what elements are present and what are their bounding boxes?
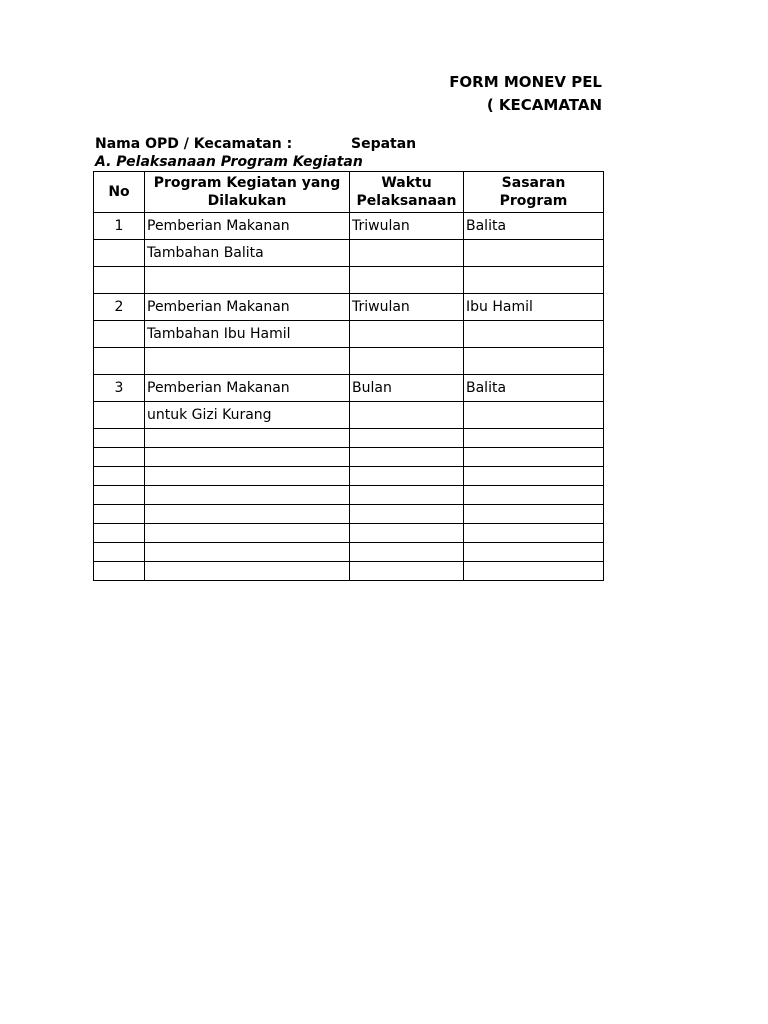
empty-cell (464, 448, 604, 467)
cell-target (464, 240, 604, 267)
cell-target (464, 267, 604, 294)
cell-time: Triwulan (350, 213, 464, 240)
empty-cell (464, 505, 604, 524)
empty-cell (350, 429, 464, 448)
empty-cell (94, 429, 145, 448)
empty-cell (145, 543, 350, 562)
cell-no (94, 240, 145, 267)
program-table (93, 171, 604, 581)
empty-table-row (94, 486, 604, 505)
form-subtitle: ( KECAMATAN (486, 96, 602, 114)
empty-table-row (94, 429, 604, 448)
column-header-program: Program Kegiatan yang Dilakukan (145, 172, 350, 213)
cell-no (94, 402, 145, 429)
empty-cell (350, 524, 464, 543)
cell-no (94, 348, 145, 375)
table-body (94, 213, 604, 581)
table-row (94, 213, 604, 240)
table-row (94, 294, 604, 321)
table-header-row (94, 172, 604, 213)
empty-table-row (94, 543, 604, 562)
opd-label: Nama OPD / Kecamatan : (95, 136, 293, 152)
empty-table-row (94, 448, 604, 467)
cell-program: Pemberian Makanan (145, 294, 350, 321)
table-row (94, 348, 604, 375)
column-header-no: No (94, 172, 145, 213)
empty-cell (464, 562, 604, 581)
empty-cell (94, 448, 145, 467)
cell-program (145, 267, 350, 294)
cell-time (350, 267, 464, 294)
column-header-target: Sasaran Program (464, 172, 604, 213)
cell-target: Ibu Hamil (464, 294, 604, 321)
cell-program: Tambahan Balita (145, 240, 350, 267)
empty-cell (145, 467, 350, 486)
cell-no: 2 (94, 294, 145, 321)
empty-cell (94, 467, 145, 486)
empty-cell (145, 562, 350, 581)
empty-cell (94, 505, 145, 524)
cell-program: untuk Gizi Kurang (145, 402, 350, 429)
cell-time (350, 402, 464, 429)
table-row (94, 375, 604, 402)
cell-target (464, 348, 604, 375)
cell-target (464, 402, 604, 429)
empty-cell (464, 486, 604, 505)
table-row (94, 402, 604, 429)
cell-time (350, 240, 464, 267)
empty-cell (350, 543, 464, 562)
empty-cell (464, 524, 604, 543)
cell-target: Balita (464, 375, 604, 402)
cell-time (350, 348, 464, 375)
empty-table-row (94, 524, 604, 543)
empty-cell (145, 448, 350, 467)
empty-cell (94, 543, 145, 562)
table-row (94, 267, 604, 294)
empty-cell (350, 448, 464, 467)
cell-program (145, 348, 350, 375)
table-row (94, 240, 604, 267)
empty-cell (145, 486, 350, 505)
cell-program: Pemberian Makanan (145, 375, 350, 402)
cell-time (350, 321, 464, 348)
form-title: FORM MONEV PEL (449, 73, 602, 91)
cell-program: Tambahan Ibu Hamil (145, 321, 350, 348)
cell-no: 1 (94, 213, 145, 240)
cell-target: Balita (464, 213, 604, 240)
empty-cell (350, 486, 464, 505)
section-heading: A. Pelaksanaan Program Kegiatan (95, 154, 363, 170)
cell-time: Bulan (350, 375, 464, 402)
empty-cell (464, 543, 604, 562)
empty-cell (145, 524, 350, 543)
empty-table-row (94, 562, 604, 581)
empty-table-row (94, 467, 604, 486)
column-header-time: Waktu Pelaksanaan (350, 172, 464, 213)
cell-time: Triwulan (350, 294, 464, 321)
empty-cell (350, 505, 464, 524)
empty-cell (94, 486, 145, 505)
cell-target (464, 321, 604, 348)
cell-no: 3 (94, 375, 145, 402)
empty-cell (145, 505, 350, 524)
cell-no (94, 321, 145, 348)
empty-cell (350, 562, 464, 581)
empty-cell (94, 562, 145, 581)
cell-no (94, 267, 145, 294)
table-row (94, 321, 604, 348)
empty-cell (350, 467, 464, 486)
empty-cell (145, 429, 350, 448)
empty-cell (94, 524, 145, 543)
cell-program: Pemberian Makanan (145, 213, 350, 240)
empty-cell (464, 429, 604, 448)
opd-value: Sepatan (351, 136, 417, 152)
empty-cell (464, 467, 604, 486)
empty-table-row (94, 505, 604, 524)
